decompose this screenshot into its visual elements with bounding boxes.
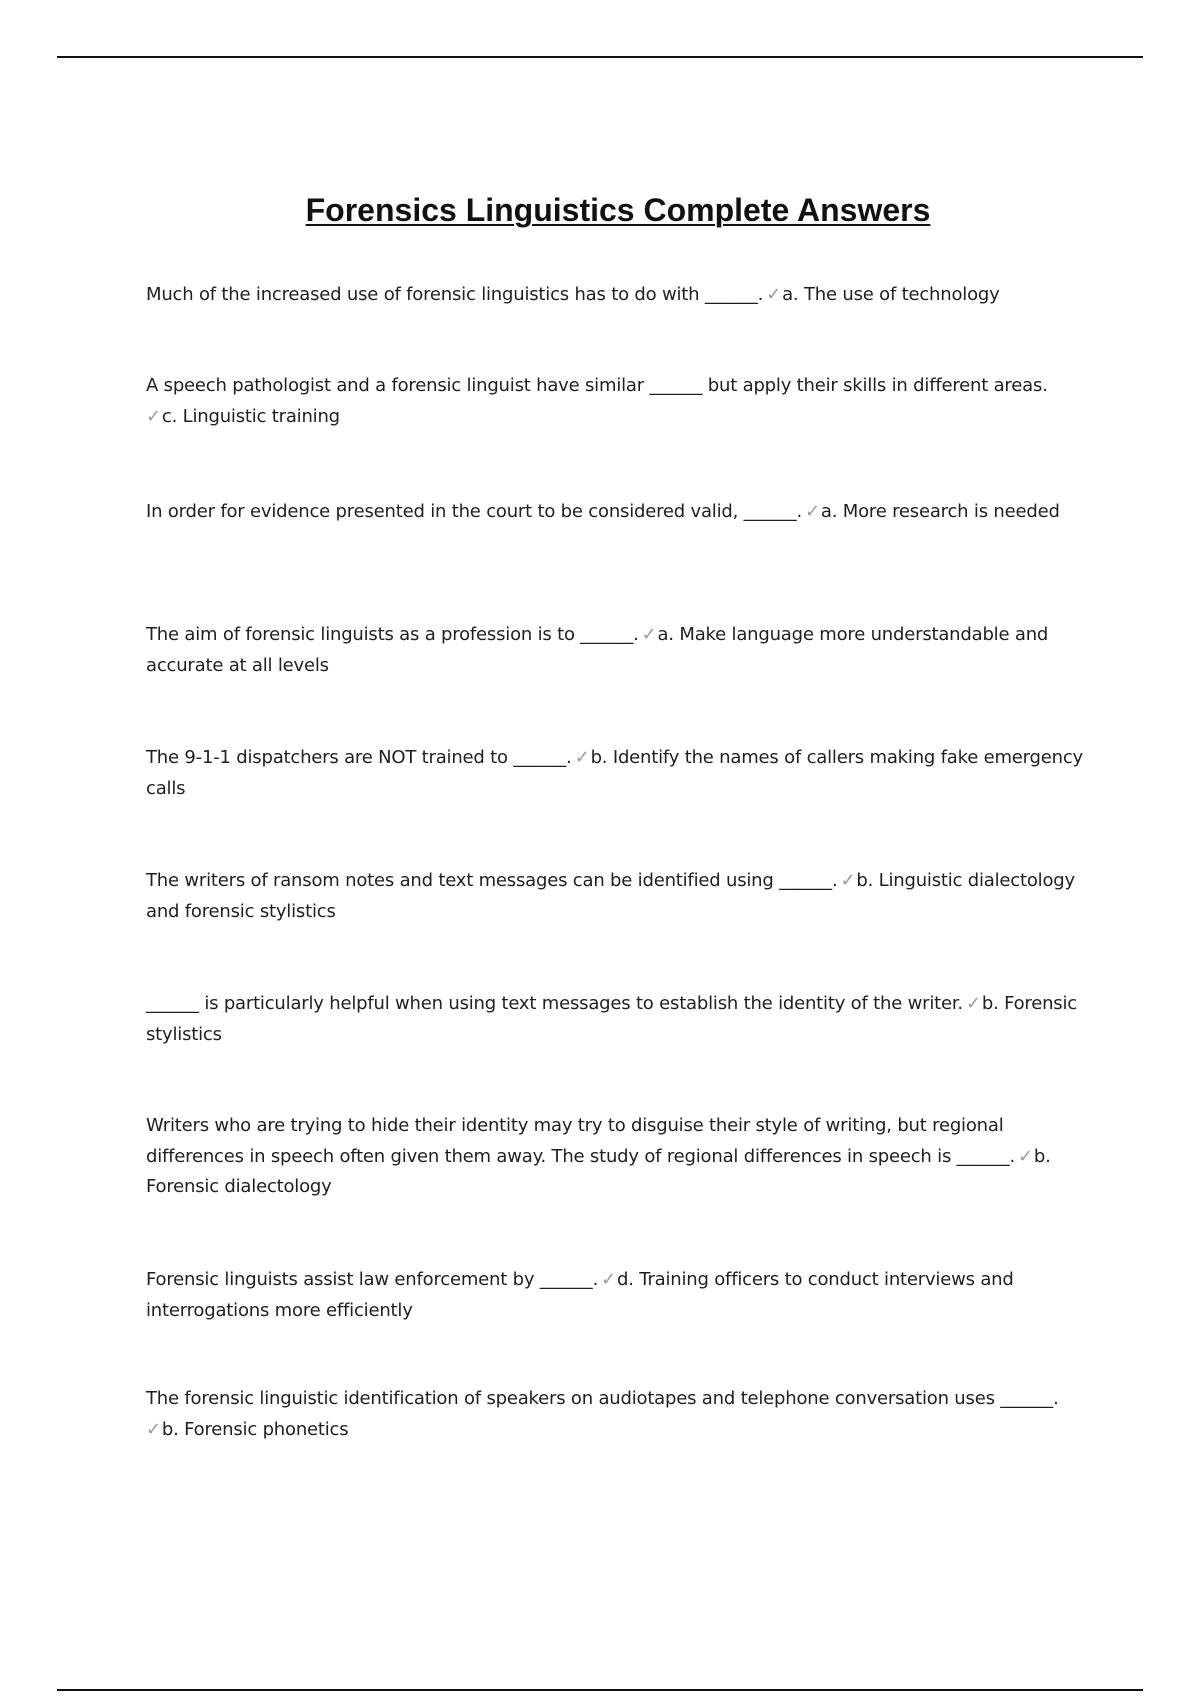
check-icon: ✓	[146, 405, 161, 427]
check-icon: ✓	[840, 870, 856, 891]
answer-text: b. Forensic phonetics	[161, 1418, 349, 1440]
question-text: The forensic linguistic identification of speakers on audiotapes and telephone conversation uses ______.	[146, 1388, 1059, 1409]
check-icon: ✓	[1018, 1145, 1033, 1167]
question-text: Writers who are trying to hide their identity may try to disguise their style of writing, but regional differences in speech often given them away. The study of regional differences in speech is ______.	[146, 1115, 1015, 1167]
check-icon: ✓	[146, 1418, 161, 1440]
question-text: A speech pathologist and a forensic linguist have similar ______ but apply their skills in different areas.	[146, 375, 1048, 396]
answer-text: b. Linguistic dialectology and forensic stylistics	[146, 870, 1075, 922]
qa-item-2	[146, 371, 1086, 432]
check-icon: ✓	[574, 747, 590, 768]
qa-item-5	[146, 743, 1086, 804]
answer-text: a. The use of technology	[782, 284, 1000, 305]
check-icon: ✓	[766, 284, 782, 305]
question-text: Much of the increased use of forensic linguistics has to do with ______.	[146, 284, 764, 305]
qa-item-8	[146, 1111, 1086, 1203]
answer-text: a. More research is needed	[820, 501, 1060, 522]
qa-item-6	[146, 866, 1086, 927]
qa-item-7	[146, 989, 1086, 1050]
answer-text: d. Training officers to conduct interviews and interrogations more efficiently	[146, 1269, 1014, 1321]
check-icon: ✓	[805, 501, 820, 522]
answer-text: c. Linguistic training	[161, 405, 340, 427]
qa-item-3	[146, 497, 1086, 528]
qa-item-1	[146, 280, 1086, 311]
check-icon: ✓	[965, 993, 981, 1014]
answer-text: b. Forensic stylistics	[146, 993, 1077, 1045]
top-rule	[57, 56, 1143, 58]
answer-text: b. Forensic dialectology	[146, 1145, 1051, 1197]
question-text: In order for evidence presented in the court to be considered valid, ______.	[146, 501, 803, 522]
qa-item-4	[146, 620, 1086, 681]
qa-item-9	[146, 1265, 1086, 1326]
question-text: The 9-1-1 dispatchers are NOT trained to ______.	[146, 747, 572, 768]
question-text: The writers of ransom notes and text messages can be identified using ______.	[146, 870, 838, 891]
question-text: ______ is particularly helpful when using text messages to establish the identity of the writer.	[146, 993, 963, 1014]
check-icon: ✓	[641, 624, 657, 645]
answer-text: a. Make language more understandable and accurate at all levels	[146, 624, 1049, 676]
qa-item-10	[146, 1384, 1086, 1445]
question-text: Forensic linguists assist law enforcement by ______.	[146, 1269, 599, 1290]
check-icon: ✓	[601, 1269, 617, 1290]
question-text: The aim of forensic linguists as a profession is to ______.	[146, 624, 639, 645]
document-title: Forensics Linguistics Complete Answers	[305, 192, 931, 228]
answer-text: b. Identify the names of callers making fake emergency calls	[146, 747, 1084, 799]
bottom-rule	[57, 1689, 1143, 1691]
